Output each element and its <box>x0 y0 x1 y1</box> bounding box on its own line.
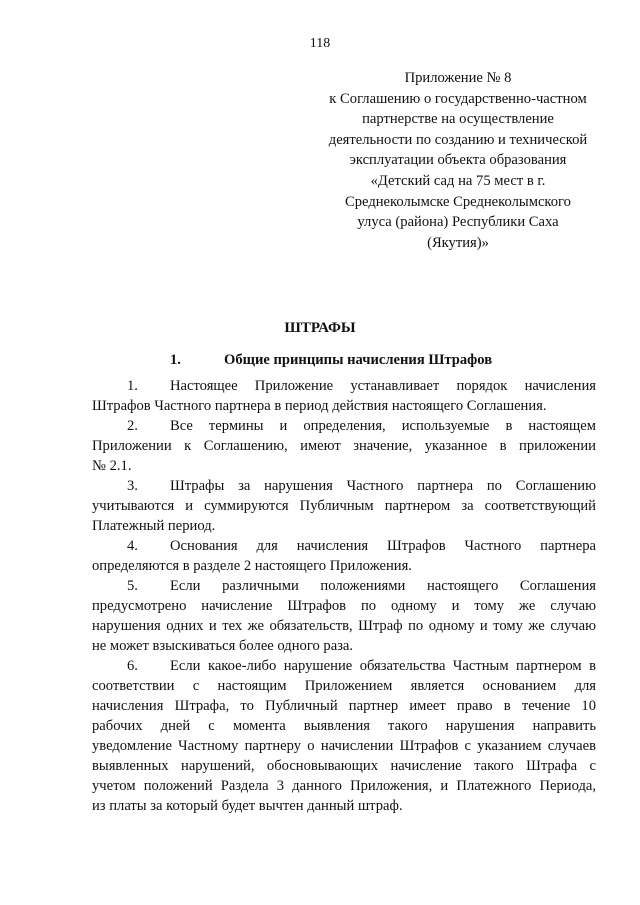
paragraph-line: рабочих дней с момента выявления такого нарушения направить <box>92 718 596 734</box>
paragraph-line <box>92 656 596 676</box>
paragraph-text: Все термины и определения, используемые в настоящем <box>170 418 596 434</box>
paragraph-line: Платежный период. <box>92 518 216 534</box>
appendix-line: Среднеколымске Среднеколымского <box>345 193 571 210</box>
document-body <box>92 376 596 816</box>
appendix-line: эксплуатации объекта образования <box>349 152 567 169</box>
paragraph-5 <box>92 576 596 656</box>
appendix-line: партнерстве на осуществление <box>362 111 554 128</box>
paragraph-number: 4. <box>127 538 138 554</box>
paragraph-line: выявленных нарушений, обосновывающих начисление такого Штрафа с <box>92 758 596 774</box>
paragraph-line: из платы за который будет вычтен данный штраф. <box>92 798 403 814</box>
paragraph-line <box>92 536 596 556</box>
paragraph-number: 1. <box>127 378 138 394</box>
paragraph-line <box>92 576 596 596</box>
paragraph-6 <box>92 656 596 816</box>
paragraph-text: Если какое-либо нарушение обязательства Частным партнером в <box>170 658 596 674</box>
paragraph-number: 6. <box>127 658 138 674</box>
paragraph-number: 5. <box>127 578 138 594</box>
appendix-line: Приложение № 8 <box>404 70 512 86</box>
document-title: ШТРАФЫ <box>284 320 356 336</box>
section-heading-text: Общие принципы начисления Штрафов <box>224 352 493 368</box>
section-number: 1. <box>170 352 181 368</box>
paragraph-line: определяются в разделе 2 настоящего Приложения. <box>92 558 412 574</box>
paragraph-1 <box>92 376 596 416</box>
page-number: 118 <box>309 36 331 51</box>
appendix-line: к Соглашению о государственно-частном <box>329 90 587 107</box>
paragraph-number: 2. <box>127 418 138 434</box>
paragraph-text: Основания для начисления Штрафов Частного партнера <box>170 538 596 554</box>
paragraph-text: Если различными положениями настоящего Соглашения <box>170 578 596 594</box>
paragraph-line: соответствии с настоящим Приложением является основанием для <box>92 678 596 694</box>
appendix-line: деятельности по созданию и технической <box>328 131 588 148</box>
appendix-header <box>318 68 598 253</box>
paragraph-line: № 2.1. <box>92 458 132 474</box>
paragraph-line <box>92 416 596 436</box>
paragraph-3 <box>92 476 596 536</box>
section-heading <box>170 352 492 369</box>
paragraph-4 <box>92 536 596 576</box>
paragraph-line: учетом положений Раздела 3 данного Приложения, и Платежного Периода, <box>92 778 596 794</box>
paragraph-line: предусмотрено начисление Штрафов по одному и тому же случаю <box>92 598 596 614</box>
paragraph-line: учитываются и суммируются Публичным партнером за соответствующий <box>92 498 596 514</box>
paragraph-line: Приложении к Соглашению, имеют значение, указанное в приложении <box>92 438 596 454</box>
appendix-line: «Детский сад на 75 мест в г. <box>370 172 546 189</box>
paragraph-text: Настоящее Приложение устанавливает порядок начисления <box>170 378 596 394</box>
paragraph-line <box>92 376 596 396</box>
paragraph-text: Штрафы за нарушения Частного партнера по Соглашению <box>170 478 596 494</box>
paragraph-line <box>92 476 596 496</box>
paragraph-line: не может взыскиваться более одного раза. <box>92 638 354 654</box>
paragraph-line: начисления Штрафа, то Публичный партнер имеет право в течение 10 <box>92 698 596 714</box>
paragraph-number: 3. <box>127 478 138 494</box>
paragraph-line: уведомление Частному партнеру о начислении Штрафов с указанием случаев <box>92 738 596 754</box>
paragraph-line: нарушения одних и тех же обязательств, Штраф по одному и тому же случаю <box>92 618 596 634</box>
appendix-line: улуса (района) Республики Саха <box>357 214 559 231</box>
paragraph-line: Штрафов Частного партнера в период действия настоящего Соглашения. <box>92 398 547 414</box>
appendix-line: (Якутия)» <box>427 234 489 251</box>
paragraph-2 <box>92 416 596 476</box>
